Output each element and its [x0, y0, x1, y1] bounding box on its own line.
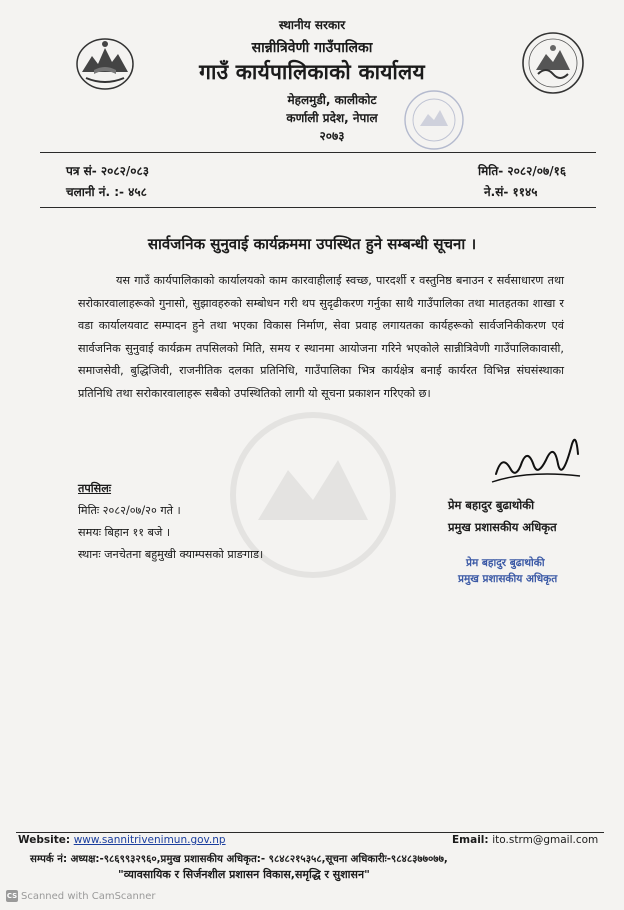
letter-date: मिति- २०८२/०७/१६ — [478, 164, 567, 178]
stamp-title: प्रमुख प्रशासकीय अधिकृत — [458, 573, 558, 585]
scanner-watermark — [6, 890, 156, 902]
address-line-2: कर्णाली प्रदेश, नेपाल — [286, 111, 378, 125]
email-address[interactable]: ito.strm@gmail.com — [492, 834, 599, 846]
camscanner-icon: CS — [6, 892, 18, 900]
office-seal-icon — [402, 88, 466, 152]
website-link[interactable]: www.sannitrivenimun.gov.np — [73, 834, 226, 846]
website-label: Website: — [18, 834, 71, 846]
footer-divider — [16, 832, 604, 833]
meta-divider — [40, 207, 596, 208]
signature — [488, 424, 584, 496]
event-time: समयः बिहान ११ बजे । — [78, 526, 171, 539]
event-date: मितिः २०८२/०७/२० गते । — [78, 504, 181, 517]
details-label: तपसिलः — [78, 482, 112, 495]
slogan: "व्यावसायिक र सिर्जनशील प्रशासन विकास,समृद्धि र सुशासन" — [118, 868, 370, 881]
contact-numbers: सम्पर्क नं: अध्यक्ष:-९८६९९३२९६०,प्रमुख प्रशासकीय अधिकृत:- ९८४८२१५३५८,सूचना अधिकारीः-९८४८३७७०७७, — [30, 854, 448, 865]
stamp-name: प्रेम बहादुर बुढाथोकी — [466, 557, 545, 569]
signatory-title: प्रमुख प्रशासकीय अधिकृत — [448, 520, 557, 534]
office-title: गाउँ कार्यपालिकाको कार्यालय — [199, 60, 425, 84]
address-line-1: मेहलमुडी, कालीकोट — [287, 93, 377, 107]
event-place: स्थानः जनचेतना बहुमुखी क्याम्पसको प्राङगाड। — [78, 548, 264, 561]
established-year: २०७३ — [319, 129, 345, 143]
notice-body — [78, 270, 564, 406]
notice-paragraph: यस गाउँ कार्यपालिकाको कार्यालयको काम कारवाहीलाई स्वच्छ, पारदर्शी र वस्तुनिष्ठ बनाउन र सर्वसाधारण तथा सरोकारवालाहरूको गुनासो, सुझावहरुको सम्बोधन गरी थप सुदृढीकरण गर्नुका साथै गाउँपालिका तथा मातहतका शाखा र वडा कार्यालयवाट सम्पादन हुने तथा भएका विकास निर्माण, सेवा प्रवाह लगायतका कार्यहरूको सार्वजनिकीकरण एवं सार्वजनिक सुनुवाई कार्यक्रम तपसिलको मिति, समय र स्थानमा आयोजना गरिने भएकोले सान्नीत्रिवेणी गाउँपालिकावासी, समाजसेवी, बुद्धिजिवी, राजनीतिक दलका प्रतिनिधि, गाउँपालिका भित्र कार्यक्षेत्र बनाई कार्यरत विभिन्न संघसंस्थाका प्रतिनिधि तथा सरोकारवालाहरू सबैको उपस्थितिको लागी यो सूचना प्रकाशन गरिएको छ। — [78, 274, 564, 400]
signatory-name: प्रेम बहादुर बुढाथोकी — [448, 498, 535, 512]
government-label: स्थानीय सरकार — [278, 18, 346, 32]
letter-reference-number: पत्र सं- २०८२/०८३ — [66, 164, 149, 178]
email-label: Email: — [452, 834, 489, 846]
municipality-name: सान्नीत्रिवेणी गाउँपालिका — [251, 40, 373, 56]
scanner-text: Scanned with CamScanner — [21, 891, 156, 902]
dispatch-number: चलानी नं. :- ४५८ — [66, 185, 147, 199]
notice-subject: सार्वजनिक सुनुवाई कार्यक्रममा उपस्थित हुने सम्बन्धी सूचना । — [147, 235, 477, 253]
nepal-sambat-number: ने.सं- ११४५ — [484, 185, 538, 199]
details-block — [78, 478, 263, 566]
email-row — [452, 834, 598, 846]
website-row — [18, 834, 226, 846]
header-divider — [40, 152, 596, 153]
